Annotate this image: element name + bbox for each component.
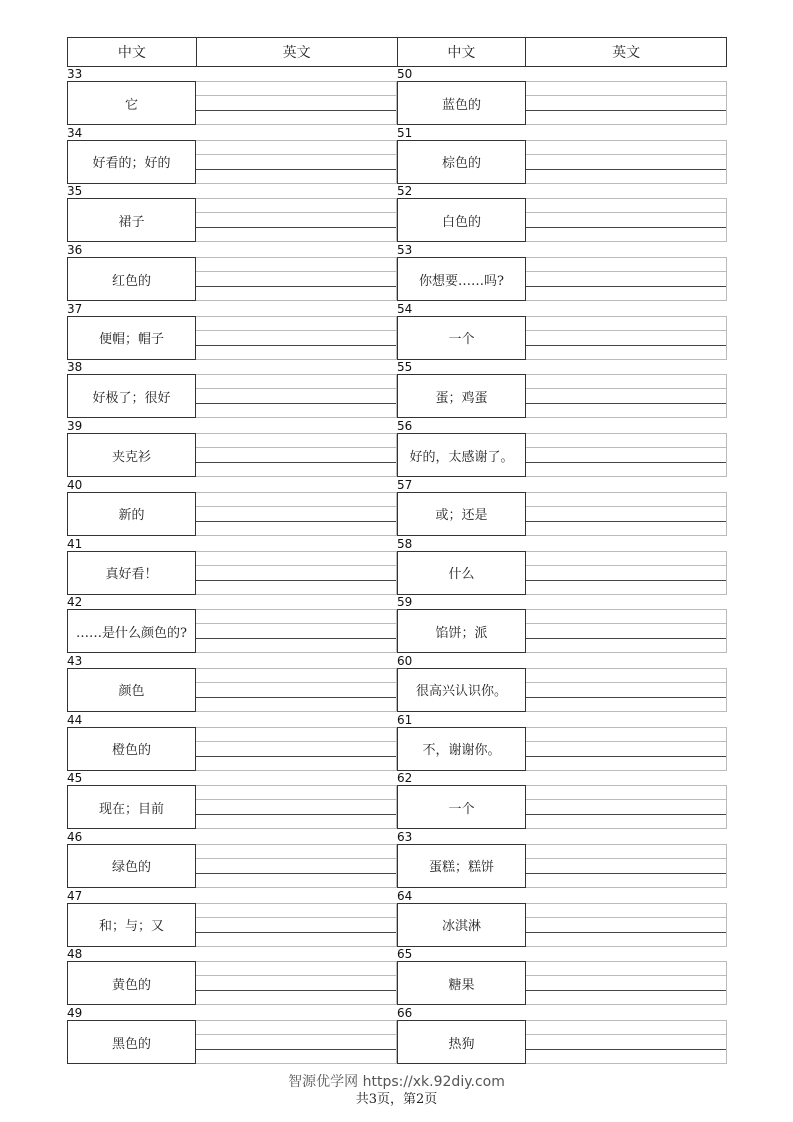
writing-line [196,873,397,874]
chinese-word: 新的 [67,492,196,536]
writing-line [196,462,397,463]
writing-line [526,961,727,962]
footer-site: 智源优学网 https://xk.92diy.com [288,1074,505,1090]
vocab-entry [67,67,397,126]
chinese-word: 蛋；鸡蛋 [397,374,526,418]
writing-line [196,330,397,331]
english-answer-lines[interactable] [196,198,397,242]
vocab-entry [67,947,397,1006]
entry-number: 47 [67,888,83,903]
writing-line [526,388,727,389]
chinese-word: 橙色的 [67,727,196,771]
entry-number: 44 [67,712,83,727]
vocab-entry [397,67,727,126]
chinese-word: 绿色的 [67,844,196,888]
writing-line [526,975,727,976]
writing-line [196,580,397,581]
writing-line [526,154,727,155]
line-end [726,140,727,184]
line-end [726,903,727,947]
vocabulary-sheet [67,37,727,1065]
writing-line [196,374,397,375]
writing-line [526,1034,727,1035]
header-english-2: 英文 [612,45,641,61]
writing-line [196,140,397,141]
writing-line [526,990,727,991]
line-end [726,785,727,829]
chinese-word: 黑色的 [67,1020,196,1064]
entry-number: 58 [397,536,413,551]
english-answer-lines[interactable] [526,961,727,1005]
english-answer-lines[interactable] [196,81,397,125]
english-answer-lines[interactable] [196,316,397,360]
entry-number: 63 [397,829,413,844]
writing-line [196,316,397,317]
vocab-entry [397,360,727,419]
english-answer-lines[interactable] [196,140,397,184]
writing-line [196,814,397,815]
writing-line [196,169,397,170]
entry-number: 34 [67,125,83,140]
vocab-entry [67,243,397,302]
writing-line [526,668,727,669]
writing-line [526,403,727,404]
writing-line [196,903,397,904]
writing-line [526,271,727,272]
line-end [726,727,727,771]
writing-line [196,403,397,404]
writing-line [196,492,397,493]
chinese-word: 什么 [397,551,526,595]
left-column [67,67,397,1065]
writing-line [526,638,727,639]
entry-number: 42 [67,595,83,610]
line-end [726,1020,727,1064]
entry-number: 53 [397,243,413,258]
entry-number: 37 [67,301,83,316]
writing-line [526,785,727,786]
writing-line [526,903,727,904]
writing-line [196,1049,397,1050]
writing-line [196,521,397,522]
chinese-word: 便帽；帽子 [67,316,196,360]
vocab-entry [67,126,397,185]
vocab-entry [67,595,397,654]
english-answer-lines[interactable] [526,551,727,595]
header-english-1: 英文 [197,38,398,66]
writing-line [196,110,397,111]
vocab-entry [67,360,397,419]
vocab-entry [397,243,727,302]
writing-line [196,917,397,918]
writing-line [526,1049,727,1050]
english-answer-lines[interactable] [196,1020,397,1064]
chinese-word: 白色的 [397,198,526,242]
writing-line [526,682,727,683]
entry-number: 43 [67,653,83,668]
writing-line [526,198,727,199]
chinese-word: 或；还是 [397,492,526,536]
writing-line [196,697,397,698]
writing-line [196,345,397,346]
vocab-entry [397,302,727,361]
writing-line [196,668,397,669]
chinese-word: 和；与；又 [67,903,196,947]
vocab-entry [397,419,727,478]
entry-number: 48 [67,947,83,962]
writing-line [196,1020,397,1021]
entry-number: 39 [67,419,83,434]
writing-line [526,623,727,624]
writing-line [526,609,727,610]
english-answer-lines[interactable] [526,316,727,360]
writing-line [196,785,397,786]
line-end [726,668,727,712]
entry-number: 41 [67,536,83,551]
writing-line [196,447,397,448]
writing-line [526,95,727,96]
english-answer-lines[interactable] [196,903,397,947]
entry-number: 66 [397,1006,413,1020]
english-answer-lines[interactable] [526,727,727,771]
chinese-word: 蛋糕；糕饼 [397,844,526,888]
writing-line [526,345,727,346]
writing-line [196,433,397,434]
english-answer-lines[interactable] [526,433,727,477]
english-answer-lines[interactable] [196,374,397,418]
writing-line [526,140,727,141]
entry-number: 65 [397,947,413,962]
chinese-word: 热狗 [397,1020,526,1064]
english-answer-lines[interactable] [196,785,397,829]
writing-line [526,227,727,228]
line-end [726,551,727,595]
english-answer-lines[interactable] [526,140,727,184]
writing-line [526,212,727,213]
line-end [726,81,727,125]
writing-line [526,1063,727,1064]
writing-line [196,551,397,552]
chinese-word: 它 [67,81,196,125]
writing-line [196,961,397,962]
writing-line [196,506,397,507]
english-answer-lines[interactable] [196,492,397,536]
entry-number: 64 [397,888,413,903]
writing-line [196,212,397,213]
entry-number: 45 [67,771,83,786]
english-answer-lines[interactable] [526,844,727,888]
line-end [726,609,727,653]
entry-number: 60 [397,653,413,668]
writing-line [526,433,727,434]
writing-line [196,95,397,96]
writing-line [196,638,397,639]
vocab-entry [67,713,397,772]
entry-number: 49 [67,1006,83,1020]
chinese-word: 好极了；很好 [67,374,196,418]
line-end [726,198,727,242]
writing-line [526,521,727,522]
entry-number: 55 [397,360,413,375]
entry-number: 35 [67,184,83,199]
writing-line [196,198,397,199]
writing-line [196,741,397,742]
chinese-word: 一个 [397,316,526,360]
writing-line [196,932,397,933]
vocab-entry [67,654,397,713]
vocab-entry [397,830,727,889]
chinese-word: ……是什么颜色的? [67,609,196,653]
footer-page-number: 共3页，第2页 [355,1092,438,1107]
writing-line [526,506,727,507]
chinese-word: 好看的；好的 [67,140,196,184]
english-answer-lines[interactable] [526,492,727,536]
english-answer-lines[interactable] [526,785,727,829]
table-header [67,37,727,67]
vocab-entry [67,830,397,889]
writing-line [526,462,727,463]
entry-number: 57 [397,477,413,492]
chinese-word: 很高兴认识你。 [397,668,526,712]
vocab-entry [397,537,727,596]
vocab-entry [67,889,397,948]
writing-line [196,286,397,287]
english-answer-lines[interactable] [526,609,727,653]
chinese-word: 棕色的 [397,140,526,184]
entry-number: 59 [397,595,413,610]
english-answer-lines[interactable] [196,433,397,477]
writing-line [526,286,727,287]
chinese-word: 颜色 [67,668,196,712]
vocab-entry [397,947,727,1006]
english-answer-lines[interactable] [526,668,727,712]
english-answer-lines[interactable] [196,668,397,712]
line-end [726,961,727,1005]
entry-number: 56 [397,419,413,434]
writing-line [526,374,727,375]
writing-line [196,257,397,258]
english-answer-lines[interactable] [526,198,727,242]
writing-line [526,756,727,757]
writing-line [526,492,727,493]
writing-line [526,697,727,698]
header-chinese-2: 中文 [398,38,527,66]
vocab-entry [397,713,727,772]
english-answer-lines[interactable] [196,551,397,595]
chinese-word: 馅饼；派 [397,609,526,653]
vocab-entry [397,771,727,830]
line-end [726,374,727,418]
chinese-word: 真好看！ [67,551,196,595]
english-answer-lines[interactable] [196,727,397,771]
writing-line [526,110,727,111]
writing-line [526,169,727,170]
writing-line [196,1034,397,1035]
writing-line [526,330,727,331]
writing-line [196,844,397,845]
writing-line [526,551,727,552]
writing-line [526,565,727,566]
entry-number: 50 [397,67,413,81]
english-answer-lines[interactable] [526,374,727,418]
chinese-word: 冰淇淋 [397,903,526,947]
writing-line [196,858,397,859]
writing-line [196,154,397,155]
entry-number: 61 [397,712,413,727]
chinese-word: 裙子 [67,198,196,242]
writing-line [526,580,727,581]
chinese-word: 现在；目前 [67,785,196,829]
writing-line [526,814,727,815]
line-end [726,844,727,888]
chinese-word: 红色的 [67,257,196,301]
writing-line [196,227,397,228]
writing-line [196,727,397,728]
english-answer-lines[interactable] [526,81,727,125]
vocab-entry [397,654,727,713]
vocab-entry [67,419,397,478]
writing-line [196,271,397,272]
vocab-entry [397,478,727,537]
vocab-entry [397,126,727,185]
vocab-entry [397,184,727,243]
chinese-word: 你想要……吗? [397,257,526,301]
vocab-entry [397,1006,727,1065]
vocab-entry [67,302,397,361]
entry-number: 36 [67,243,83,258]
writing-line [196,609,397,610]
writing-line [196,1063,397,1064]
english-answer-lines[interactable] [196,257,397,301]
writing-line [526,447,727,448]
writing-line [196,799,397,800]
english-answer-lines[interactable] [526,1020,727,1064]
writing-line [526,1020,727,1021]
line-end [726,433,727,477]
chinese-word: 蓝色的 [397,81,526,125]
chinese-word: 不，谢谢你。 [397,727,526,771]
writing-line [196,990,397,991]
writing-line [196,565,397,566]
writing-line [196,81,397,82]
line-end [726,257,727,301]
english-answer-lines[interactable] [526,903,727,947]
entry-number: 54 [397,301,413,316]
entry-number: 40 [67,477,83,492]
writing-line [196,388,397,389]
writing-line [196,682,397,683]
writing-line [526,741,727,742]
chinese-word: 糖果 [397,961,526,1005]
writing-line [526,873,727,874]
vocab-entry [67,184,397,243]
entry-number: 51 [397,125,413,140]
writing-line [526,844,727,845]
vocab-entry [67,478,397,537]
line-end [726,492,727,536]
writing-line [526,799,727,800]
writing-line [526,858,727,859]
english-answer-lines[interactable] [526,257,727,301]
english-answer-lines[interactable] [196,844,397,888]
vocab-entry [67,771,397,830]
header-chinese-1: 中文 [68,38,197,66]
entry-number: 33 [67,67,83,81]
chinese-word: 夹克衫 [67,433,196,477]
chinese-word: 一个 [397,785,526,829]
entry-number: 52 [397,184,413,199]
english-answer-lines[interactable] [196,961,397,1005]
writing-line [526,932,727,933]
writing-line [526,917,727,918]
english-answer-lines[interactable] [196,609,397,653]
chinese-word: 好的，太感谢了。 [397,433,526,477]
right-column [397,67,727,1065]
entry-number: 46 [67,829,83,844]
line-end [726,316,727,360]
vocab-entry [67,1006,397,1065]
writing-line [196,975,397,976]
writing-line [526,727,727,728]
vocab-entry [397,595,727,654]
vocab-entry [67,537,397,596]
writing-line [526,81,727,82]
writing-line [526,316,727,317]
entry-number: 38 [67,360,83,375]
vocab-entry [397,889,727,948]
writing-line [196,623,397,624]
entry-number: 62 [397,771,413,786]
chinese-word: 黄色的 [67,961,196,1005]
writing-line [196,756,397,757]
writing-line [526,257,727,258]
